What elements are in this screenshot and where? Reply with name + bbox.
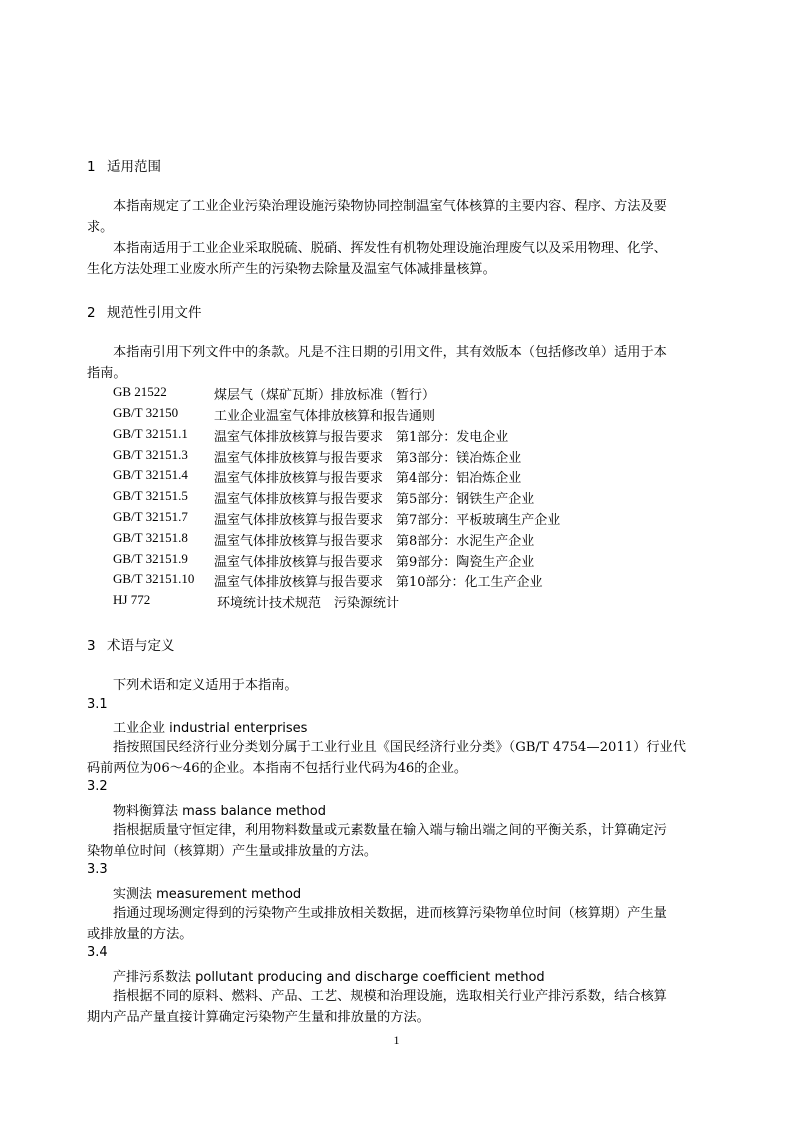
section-title: 术语与定义 <box>107 638 175 654</box>
reference-title: 温室气体排放核算与报告要求 第10部分：化工生产企业 <box>214 575 543 590</box>
definition-line: 指按照国民经济行业分类划分属于工业行业且《国民经济行业分类》（GB/T 4754—2011）行业代 <box>113 740 686 755</box>
term-name: 物料衡算法 mass balance method <box>113 804 326 819</box>
reference-title: 温室气体排放核算与报告要求 第5部分：钢铁生产企业 <box>214 492 535 507</box>
section-number: 1 <box>87 159 96 175</box>
section-number: 3 <box>87 638 96 654</box>
section-title: 规范性引用文件 <box>107 305 202 321</box>
reference-code: GB/T 32151.8 <box>113 530 188 545</box>
reference-title: 工业企业温室气体排放核算和报告通则 <box>214 409 436 424</box>
term-number: 3.1 <box>87 697 108 712</box>
section-heading-1 <box>87 155 161 175</box>
reference-code: GB/T 32151.5 <box>113 488 188 503</box>
section-heading-3 <box>87 634 175 654</box>
reference-title: 温室气体排放核算与报告要求 第7部分：平板玻璃生产企业 <box>214 513 561 528</box>
paragraph-line: 下列术语和定义适用于本指南。 <box>113 678 298 693</box>
definition-line: 期内产品产量直接计算确定污染物产生量和排放量的方法。 <box>87 1010 430 1025</box>
section-number: 2 <box>87 305 96 321</box>
reference-code: GB/T 32151.7 <box>113 509 188 524</box>
reference-title: 温室气体排放核算与报告要求 第1部分：发电企业 <box>214 430 509 445</box>
reference-code: GB/T 32151.3 <box>113 447 188 462</box>
reference-title: 煤层气（煤矿瓦斯）排放标准（暂行） <box>214 388 436 403</box>
paragraph-line: 本指南规定了工业企业污染治理设施污染物协同控制温室气体核算的主要内容、程序、方法及要 <box>113 199 667 214</box>
paragraph-line: 本指南引用下列文件中的条款。凡是不注日期的引用文件，其有效版本（包括修改单）适用于本 <box>113 345 667 360</box>
reference-title: 温室气体排放核算与报告要求 第4部分：铝冶炼企业 <box>214 471 522 486</box>
reference-code: GB/T 32151.1 <box>113 426 188 441</box>
reference-title: 温室气体排放核算与报告要求 第3部分：镁冶炼企业 <box>214 451 522 466</box>
definition-line: 指根据质量守恒定律，利用物料数量或元素数量在输入端与输出端之间的平衡关系，计算确定污 <box>113 823 667 838</box>
definition-line: 或排放量的方法。 <box>87 927 193 942</box>
reference-code: GB/T 32151.10 <box>113 571 195 586</box>
definition-line: 指通过现场测定得到的污染物产生或排放相关数据，进而核算污染物单位时间（核算期）产生量 <box>113 906 667 921</box>
definition-line: 染物单位时间（核算期）产生量或排放量的方法。 <box>87 844 378 859</box>
term-name: 产排污系数法 pollutant producing and discharge coefficient method <box>113 970 545 985</box>
reference-code: HJ 772 <box>113 592 151 607</box>
reference-code: GB/T 32150 <box>113 405 179 420</box>
definition-line: 码前两位为06～46的企业。本指南不包括行业代码为46的企业。 <box>87 761 468 776</box>
reference-code: GB/T 32151.4 <box>113 467 188 482</box>
reference-title: 环境统计技术规范 污染源统计 <box>217 596 400 611</box>
reference-title: 温室气体排放核算与报告要求 第8部分：水泥生产企业 <box>214 534 535 549</box>
paragraph-line: 本指南适用于工业企业采取脱硫、脱硝、挥发性有机物处理设施治理废气以及采用物理、化学、 <box>113 241 667 256</box>
reference-code: GB/T 32151.9 <box>113 551 188 566</box>
section-title: 适用范围 <box>107 159 161 175</box>
term-number: 3.4 <box>87 945 108 960</box>
reference-title: 温室气体排放核算与报告要求 第9部分：陶瓷生产企业 <box>214 555 535 570</box>
paragraph-line: 生化方法处理工业废水所产生的污染物去除量及温室气体减排量核算。 <box>87 262 496 277</box>
term-name: 工业企业 industrial enterprises <box>113 721 308 736</box>
paragraph-line: 指南。 <box>87 366 127 381</box>
page-number: 1 <box>393 1033 400 1047</box>
term-name: 实测法 measurement method <box>113 887 302 902</box>
section-heading-2 <box>87 301 202 321</box>
definition-line: 指根据不同的原料、燃料、产品、工艺、规模和治理设施，选取相关行业产排污系数，结合核算 <box>113 989 667 1004</box>
term-number: 3.2 <box>87 779 108 794</box>
reference-code: GB 21522 <box>113 384 167 399</box>
paragraph-line: 求。 <box>87 220 114 235</box>
term-number: 3.3 <box>87 862 108 877</box>
